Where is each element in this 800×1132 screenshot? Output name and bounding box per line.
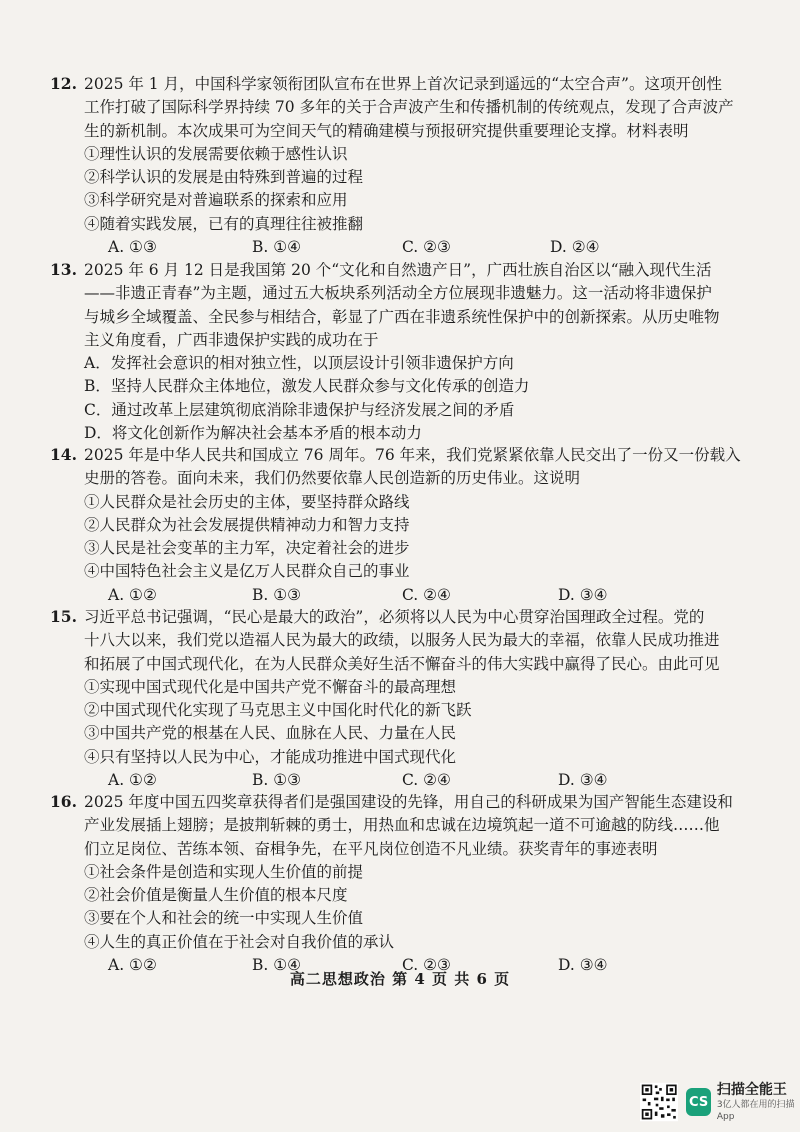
choice-c: C. ②④ [402,771,451,790]
question-stem-line: 习近平总书记强调，“民心是最大的政治”，必须将以人民为中心贯穿治国理政全过程。党的 [84,608,705,626]
question-stem-line: 2025 年是中华人民共和国成立 76 周年。76 年来，我们党紧紧依靠人民交出了一份又一份载入 [84,446,741,464]
question-14 [50,443,750,607]
answer-choices [60,236,750,259]
question-15 [50,605,750,792]
statement: ④只有坚持以人民为中心，才能成功推进中国式现代化 [84,747,457,766]
statement: ②科学认识的发展是由特殊到普遍的过程 [84,168,364,187]
question-stem-line: 主义角度看，广西非遗保护实践的成功在于 [84,330,379,349]
statement: ④随着实践发展，已有的真理往往被推翻 [84,214,364,233]
choice-b: B. ①③ [252,585,302,604]
question-stem-line: 史册的答卷。面向未来，我们仍然要依靠人民创造新的历史伟业。这说明 [84,469,581,488]
question-number: 14. [50,445,77,464]
question-number: 12. [50,74,77,93]
question-stem-line: 与城乡全域覆盖、全民参与相结合，彰显了广西在非遗系统性保护中的创新探索。从历史唯物 [84,307,720,326]
statement: ①人民群众是社会历史的主体，要坚持群众路线 [84,492,410,511]
answer-choices [60,584,750,607]
question-stem-line: 十八大以来，我们党以造福人民为最大的政绩，以服务人民为最大的幸福，依靠人民成功推进 [84,631,720,650]
choice-a: A. ①② [108,771,157,790]
choice-a: A. ①② [108,956,157,975]
question-stem-line: 们立足岗位、苦练本领、奋楫争先，在平凡岗位创造不凡业绩。获奖青年的事迹表明 [84,839,658,858]
question-stem-line: 工作打破了国际科学界持续 70 多年的关于合声波产生和传播机制的传统观点，发现了合声波产 [84,98,734,117]
choice-b: B. ①③ [252,771,302,790]
statement: ②人民群众为社会发展提供精神动力和智力支持 [84,515,410,534]
statement: ④人生的真正价值在于社会对自我价值的承认 [84,932,395,951]
page-number-text: 高二思想政治 第 4 页 共 6 页 [289,970,511,988]
page-footer [0,968,800,989]
choice-b: B. ①④ [252,956,302,975]
question-number: 13. [50,260,77,279]
choice-d: D. ③④ [558,585,608,604]
question-stem-line: 和拓展了中国式现代化，在为人民群众美好生活不懈奋斗的伟大实践中赢得了民心。由此可见 [84,654,720,673]
statement: ①实现中国式现代化是中国共产党不懈奋斗的最高理想 [84,677,457,696]
choice-a: A. ①③ [108,238,157,257]
statement: ②社会价值是衡量人生价值的根本尺度 [84,886,348,905]
scanner-tagline: 3亿人都在用的扫描App [716,1100,795,1122]
question-12 [50,72,750,259]
question-stem-line: 产业发展插上翅膀；是披荆斩棘的勇士，用热血和忠诚在边境筑起一道不可逾越的防线……他 [84,816,720,835]
question-stem-line: 2025 年 1 月，中国科学家领衔团队宣布在世界上首次记录到遥远的“太空合声”。这项开创性 [84,75,722,93]
statement: ④中国特色社会主义是亿万人民群众自己的事业 [84,562,410,581]
question-13 [50,258,750,445]
option-d: D．将文化创新作为解决社会基本矛盾的根本动力 [84,424,422,443]
choice-c: C. ②③ [402,956,451,975]
option-c: C．通过改革上层建筑彻底消除非遗保护与经济发展之间的矛盾 [84,400,515,419]
question-stem-line: 生的新机制。本次成果可为空间天气的精确建模与预报研究提供重要理论支撑。材料表明 [84,121,689,140]
choice-c: C. ②④ [402,585,451,604]
question-16 [50,790,750,977]
qr-code-icon [640,1080,678,1124]
statement: ①理性认识的发展需要依赖于感性认识 [84,144,348,163]
question-stem-line: ——非遗正青春”为主题，通过五大板块系列活动全方位展现非遗魅力。这一活动将非遗保护 [84,284,712,303]
statement: ③人民是社会变革的主力军，决定着社会的进步 [84,539,410,558]
camscanner-logo-icon: CS [686,1088,710,1116]
statement: ③要在个人和社会的统一中实现人生价值 [84,909,364,928]
scanner-watermark [640,1080,800,1124]
choice-d: D. ②④ [550,238,600,257]
choice-b: B. ①④ [252,238,302,257]
choice-d: D. ③④ [558,771,608,790]
question-number: 15. [50,607,77,626]
option-a: A．发挥社会意识的相对独立性，以顶层设计引领非遗保护方向 [84,354,514,373]
choice-c: C. ②③ [402,238,451,257]
statement: ①社会条件是创造和实现人生价值的前提 [84,862,364,881]
statement: ③中国共产党的根基在人民、血脉在人民、力量在人民 [84,724,457,743]
question-number: 16. [50,792,77,811]
answer-choices [60,769,750,792]
choice-d: D. ③④ [558,956,608,975]
statement: ②中国式现代化实现了马克思主义中国化时代化的新飞跃 [84,701,472,720]
question-stem-line: 2025 年度中国五四奖章获得者们是强国建设的先锋，用自己的科研成果为国产智能生态建设和 [84,793,733,811]
statement: ③科学研究是对普遍联系的探索和应用 [84,191,348,210]
question-stem-line: 2025 年 6 月 12 日是我国第 20 个“文化和自然遗产日”，广西壮族自治区以“融入现代生活 [84,261,712,279]
scanner-app-name: 扫描全能王 [716,1082,787,1098]
option-b: B．坚持人民群众主体地位，激发人民群众参与文化传承的创造力 [84,377,530,396]
choice-a: A. ①② [108,585,157,604]
